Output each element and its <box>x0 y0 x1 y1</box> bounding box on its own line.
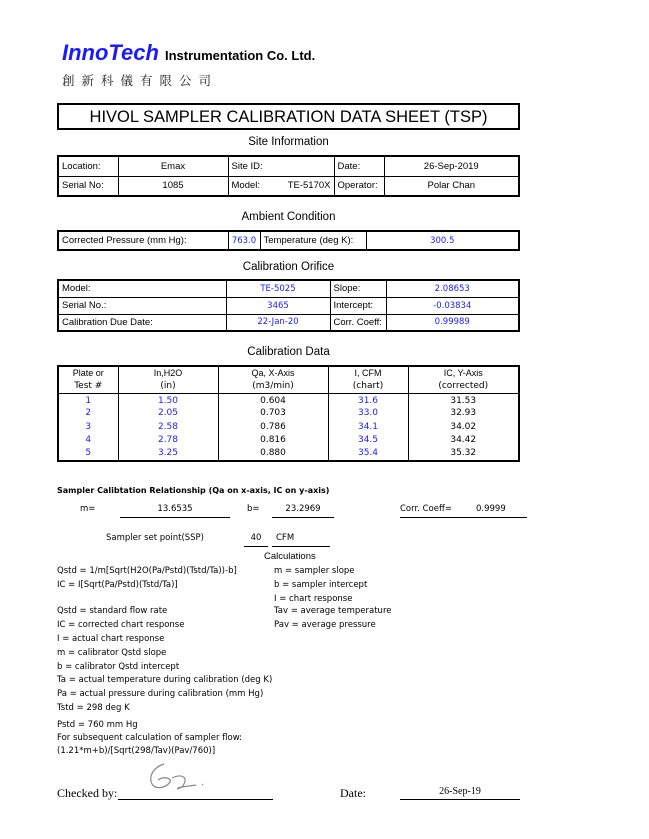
col-subheader-h2o: (in) <box>118 380 218 394</box>
cell-ic: 34.02 <box>408 420 519 434</box>
serial-value: 1085 <box>118 176 228 196</box>
col-header-h2o: In,H2O <box>118 366 218 380</box>
m-underline <box>120 517 230 518</box>
ssp-label: Sampler set point(SSP) <box>106 533 204 543</box>
def-cal-b: b = calibrator Qstd intercept <box>57 662 180 672</box>
company-chinese-name: 創新科儀有限公司 <box>62 74 219 88</box>
cell-qa: 0.604 <box>218 393 328 407</box>
cell-h2o: 2.58 <box>118 420 218 434</box>
cell-h2o: 1.50 <box>118 393 218 407</box>
cell-i: 34.1 <box>328 420 408 434</box>
cell-qa: 0.880 <box>218 447 328 461</box>
model-label: Model: <box>231 180 261 192</box>
m-label: m= <box>80 504 96 514</box>
cell-h2o: 3.25 <box>118 447 218 461</box>
cell-test: 5 <box>58 447 118 461</box>
ssp-unit-underline <box>272 546 330 547</box>
def-pa: Pa = actual pressure during calibration (mm Hg) <box>57 689 264 699</box>
def-pstd: Pstd = 760 mm Hg <box>57 720 138 730</box>
table-row <box>58 434 519 448</box>
col-header-test: Plate or <box>58 366 118 380</box>
def-tstd: Tstd = 298 deg K <box>57 703 130 713</box>
qstd-formula: Qstd = 1/m[Sqrt(H2O(Pa/Pstd)(Tstd/Ta))-b] <box>57 566 237 576</box>
cell-test: 4 <box>58 434 118 448</box>
corr-label: Corr. Coeff= <box>400 504 452 514</box>
orifice-model-value: TE-5025 <box>226 280 330 297</box>
cell-i: 31.6 <box>328 393 408 407</box>
cell-test: 3 <box>58 420 118 434</box>
relationship-heading: Sampler Calibtation Relationship (Qa on x-axis, IC on y-axis) <box>57 486 330 495</box>
col-header-ic: IC, Y-Axis <box>408 366 519 380</box>
corr-coeff-label: Corr. Coeff: <box>330 314 386 331</box>
cell-ic: 32.93 <box>408 407 519 421</box>
site-info-heading: Site Information <box>248 136 329 148</box>
table-row <box>58 420 519 434</box>
def-b: b = sampler intercept <box>274 580 368 590</box>
def-m: m = sampler slope <box>274 566 355 576</box>
site-id-label: Site ID: <box>228 156 334 176</box>
cell-ic: 34.42 <box>408 434 519 448</box>
col-subheader-ic: (corrected) <box>408 380 519 394</box>
def-pav: Pav = average pressure <box>274 620 376 630</box>
cell-i: 33.0 <box>328 407 408 421</box>
page-title: HIVOL SAMPLER CALIBRATION DATA SHEET (TSP) <box>57 103 520 130</box>
col-subheader-i: (chart) <box>328 380 408 394</box>
slope-value: 2.08653 <box>386 280 519 297</box>
cell-qa: 0.703 <box>218 407 328 421</box>
ssp-underline <box>244 546 268 547</box>
def-actual-i: I = actual chart response <box>57 634 165 644</box>
company-logo-brand: InnoTech <box>62 40 159 65</box>
orifice-model-label: Model: <box>58 280 226 297</box>
serial-label: Serial No: <box>58 176 118 196</box>
pressure-label: Corrected Pressure (mm Hg): <box>58 231 228 250</box>
def-cal-m: m = calibrator Qstd slope <box>57 648 167 658</box>
col-subheader-test: Test # <box>58 380 118 394</box>
col-header-i: I, CFM <box>328 366 408 380</box>
orifice-heading: Calibration Orifice <box>242 261 335 273</box>
checked-by-label: Checked by: <box>57 786 118 800</box>
b-value: 23.2969 <box>285 504 321 514</box>
cell-qa: 0.816 <box>218 434 328 448</box>
ssp-unit: CFM <box>276 533 295 543</box>
intercept-label: Intercept: <box>330 297 386 314</box>
calculations-heading: Calculations <box>264 551 316 562</box>
footer-date-label: Date: <box>340 786 366 800</box>
date-label: Date: <box>334 156 384 176</box>
ambient-table <box>57 230 520 251</box>
cell-i: 35.4 <box>328 447 408 461</box>
cell-h2o: 2.05 <box>118 407 218 421</box>
def-tav: Tav = average temperature <box>274 606 392 616</box>
orifice-serial-value: 3465 <box>226 297 330 314</box>
table-row <box>58 393 519 407</box>
cal-data-heading: Calibration Data <box>247 346 330 358</box>
table-row <box>58 407 519 421</box>
model-value: TE-5170X <box>287 180 331 192</box>
def-i: I = chart response <box>274 594 353 604</box>
operator-value: Polar Chan <box>384 176 519 196</box>
footer-date-line <box>400 799 520 800</box>
b-label: b= <box>247 504 260 514</box>
site-info-table <box>57 155 520 197</box>
cell-ic: 35.32 <box>408 447 519 461</box>
model-cell <box>228 176 334 196</box>
def-qstd: Qstd = standard flow rate <box>57 606 168 616</box>
temp-label: Temperature (deg K): <box>260 231 366 250</box>
footer-date-value: 26-Sep-19 <box>439 786 481 797</box>
orifice-table <box>57 279 520 332</box>
slope-label: Slope: <box>330 280 386 297</box>
ic-formula: IC = I[Sqrt(Pa/Pstd)(Tstd/Ta)] <box>57 580 178 590</box>
location-value: Emax <box>118 156 228 176</box>
m-value: 13.6535 <box>157 504 193 514</box>
ssp-value: 40 <box>250 533 262 543</box>
cell-test: 1 <box>58 393 118 407</box>
subsequent-note: For subsequent calculation of sampler flow: <box>57 733 243 743</box>
corr-coeff-value: 0.99989 <box>386 314 519 331</box>
date-value: 26-Sep-2019 <box>384 156 519 176</box>
pressure-value: 763.0 <box>228 231 260 250</box>
b-underline <box>272 517 334 518</box>
cal-data-table <box>57 365 520 462</box>
corr-underline <box>400 517 527 518</box>
intercept-value: -0.03834 <box>386 297 519 314</box>
table-row <box>58 447 519 461</box>
cell-qa: 0.786 <box>218 420 328 434</box>
temp-value: 300.5 <box>366 231 519 250</box>
subsequent-formula: (1.21*m+b)/[Sqrt(298/Tav)(Pav/760)] <box>57 746 216 756</box>
due-date-label: Calibration Due Date: <box>58 314 226 331</box>
def-ic: IC = corrected chart response <box>57 620 185 630</box>
company-name: Instrumentation Co. Ltd. <box>165 48 316 63</box>
cell-h2o: 2.78 <box>118 434 218 448</box>
location-label: Location: <box>58 156 118 176</box>
col-subheader-qa: (m3/min) <box>218 380 328 394</box>
corr-value: 0.9999 <box>476 504 506 514</box>
checked-by-line <box>118 799 273 800</box>
def-ta: Ta = actual temperature during calibration (deg K) <box>57 675 273 685</box>
signature-icon <box>142 758 212 796</box>
cell-i: 34.5 <box>328 434 408 448</box>
ambient-heading: Ambient Condition <box>241 211 336 223</box>
col-header-qa: Qa, X-Axis <box>218 366 328 380</box>
due-date-value: 22-Jan-20 <box>226 314 330 331</box>
cell-test: 2 <box>58 407 118 421</box>
operator-label: Operator: <box>334 176 384 196</box>
orifice-serial-label: Serial No.: <box>58 297 226 314</box>
cell-ic: 31.53 <box>408 393 519 407</box>
